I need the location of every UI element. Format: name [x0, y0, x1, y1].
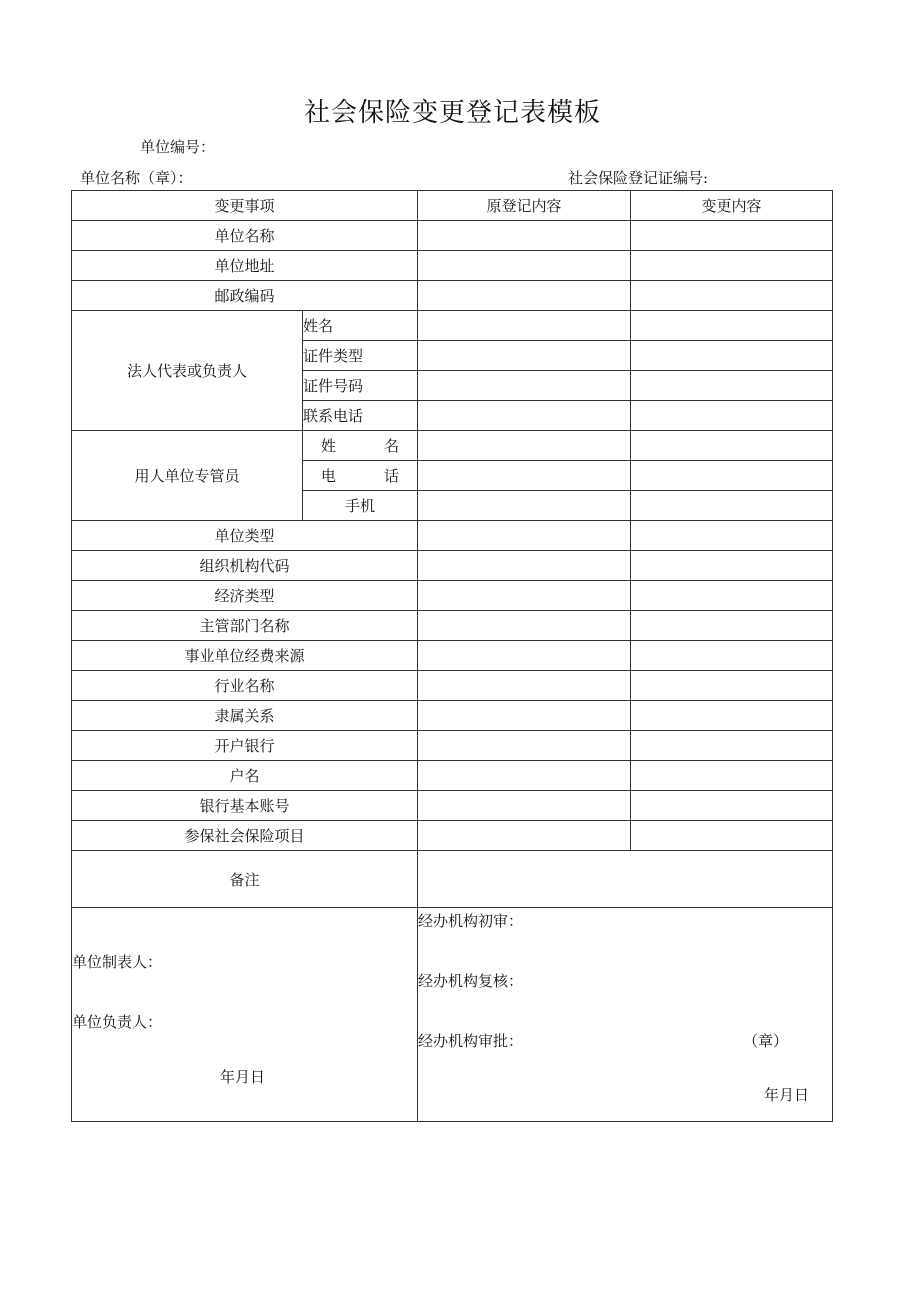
original-econ-type-cell[interactable]: [418, 581, 631, 611]
table-row: [72, 431, 833, 461]
manager-tel-char-1: 电: [321, 467, 337, 485]
changed-legal-id-type-cell[interactable]: [631, 341, 833, 371]
changed-bank-account-cell[interactable]: [631, 791, 833, 821]
changed-legal-phone-cell[interactable]: [631, 401, 833, 431]
table-row: [72, 581, 833, 611]
unit-signature-block: [72, 908, 418, 1122]
table-row: [72, 701, 833, 731]
changed-account-name-cell[interactable]: [631, 761, 833, 791]
original-manager-name-cell[interactable]: [418, 431, 631, 461]
changed-insurance-items-cell[interactable]: [631, 821, 833, 851]
table-row: [72, 671, 833, 701]
table-row: [72, 221, 833, 251]
changed-bank-cell[interactable]: [631, 731, 833, 761]
remarks-cell[interactable]: [418, 851, 833, 908]
right-date-label: 年月日: [764, 1086, 810, 1104]
original-unit-address-cell[interactable]: [418, 251, 631, 281]
original-bank-account-cell[interactable]: [418, 791, 631, 821]
original-affiliation-cell[interactable]: [418, 701, 631, 731]
changed-legal-name-cell[interactable]: [631, 311, 833, 341]
row-label-manager-name: [303, 431, 418, 461]
approval-label: 经办机构审批：: [418, 1032, 524, 1050]
col-header-changed: 变更内容: [631, 191, 833, 221]
changed-manager-name-cell[interactable]: [631, 431, 833, 461]
table-row: [72, 551, 833, 581]
changed-unit-address-cell[interactable]: [631, 251, 833, 281]
original-manager-tel-cell[interactable]: [418, 461, 631, 491]
original-manager-mobile-cell[interactable]: [418, 491, 631, 521]
table-row: [72, 521, 833, 551]
row-label-account-name: 户名: [72, 761, 418, 791]
row-label-legal-phone: 联系电话: [303, 401, 418, 431]
row-label-manager-tel: [303, 461, 418, 491]
changed-fund-source-cell[interactable]: [631, 641, 833, 671]
table-row: [72, 641, 833, 671]
table-row: [72, 611, 833, 641]
changed-affiliation-cell[interactable]: [631, 701, 833, 731]
original-unit-type-cell[interactable]: [418, 521, 631, 551]
original-account-name-cell[interactable]: [418, 761, 631, 791]
original-unit-name-cell[interactable]: [418, 221, 631, 251]
changed-unit-type-cell[interactable]: [631, 521, 833, 551]
table-row: [72, 851, 833, 908]
col-header-item: 变更事项: [72, 191, 418, 221]
row-label-fund-source: 事业单位经费来源: [72, 641, 418, 671]
row-label-bank: 开户银行: [72, 731, 418, 761]
changed-dept-name-cell[interactable]: [631, 611, 833, 641]
row-label-unit-name: 单位名称: [72, 221, 418, 251]
changed-industry-cell[interactable]: [631, 671, 833, 701]
original-postal-code-cell[interactable]: [418, 281, 631, 311]
changed-econ-type-cell[interactable]: [631, 581, 833, 611]
row-label-legal-rep: 法人代表或负责人: [72, 311, 303, 431]
changed-manager-mobile-cell[interactable]: [631, 491, 833, 521]
table-row: [72, 791, 833, 821]
original-insurance-items-cell[interactable]: [418, 821, 631, 851]
row-label-industry: 行业名称: [72, 671, 418, 701]
agency-signature-block: [418, 908, 833, 1122]
initial-review-label: 经办机构初审：: [418, 912, 524, 930]
original-legal-id-type-cell[interactable]: [418, 341, 631, 371]
original-org-code-cell[interactable]: [418, 551, 631, 581]
change-registration-table: [71, 190, 833, 1122]
row-label-unit-address: 单位地址: [72, 251, 418, 281]
unit-number-label: 单位编号：: [140, 138, 216, 156]
registration-cert-label: 社会保险登记证编号:: [568, 169, 709, 187]
row-label-manager: 用人单位专管员: [72, 431, 303, 521]
left-date-label: 年月日: [220, 1068, 266, 1086]
row-label-legal-id-type: 证件类型: [303, 341, 418, 371]
row-label-legal-name: 姓名: [303, 311, 418, 341]
unit-name-label: 单位名称（章）：: [80, 169, 193, 187]
row-label-bank-account: 银行基本账号: [72, 791, 418, 821]
table-row: [72, 281, 833, 311]
original-legal-name-cell[interactable]: [418, 311, 631, 341]
responsible-label: 单位负责人：: [72, 1013, 163, 1031]
manager-tel-char-2: 话: [384, 467, 400, 485]
row-label-insurance-items: 参保社会保险项目: [72, 821, 418, 851]
row-label-manager-mobile: 手机: [303, 491, 418, 521]
original-fund-source-cell[interactable]: [418, 641, 631, 671]
row-label-org-code: 组织机构代码: [72, 551, 418, 581]
seal-label: （章）: [743, 1032, 789, 1050]
changed-org-code-cell[interactable]: [631, 551, 833, 581]
row-label-dept-name: 主管部门名称: [72, 611, 418, 641]
page-title: 社会保险变更登记表模板: [303, 98, 601, 128]
changed-manager-tel-cell[interactable]: [631, 461, 833, 491]
signature-row: [72, 908, 833, 1122]
row-label-remarks: 备注: [72, 851, 418, 908]
row-label-legal-id-no: 证件号码: [303, 371, 418, 401]
table-row: [72, 731, 833, 761]
original-industry-cell[interactable]: [418, 671, 631, 701]
changed-unit-name-cell[interactable]: [631, 221, 833, 251]
original-legal-id-no-cell[interactable]: [418, 371, 631, 401]
table-row: [72, 311, 833, 341]
original-dept-name-cell[interactable]: [418, 611, 631, 641]
second-review-label: 经办机构复核：: [418, 972, 524, 990]
row-label-econ-type: 经济类型: [72, 581, 418, 611]
changed-postal-code-cell[interactable]: [631, 281, 833, 311]
table-row: [72, 821, 833, 851]
col-header-original: 原登记内容: [418, 191, 631, 221]
table-row: [72, 251, 833, 281]
row-label-unit-type: 单位类型: [72, 521, 418, 551]
row-label-affiliation: 隶属关系: [72, 701, 418, 731]
row-label-postal-code: 邮政编码: [72, 281, 418, 311]
original-bank-cell[interactable]: [418, 731, 631, 761]
table-header-row: [72, 191, 833, 221]
changed-legal-id-no-cell[interactable]: [631, 371, 833, 401]
original-legal-phone-cell[interactable]: [418, 401, 631, 431]
preparer-label: 单位制表人：: [72, 953, 163, 971]
manager-name-char-1: 姓: [321, 437, 337, 455]
table-row: [72, 761, 833, 791]
manager-name-char-2: 名: [384, 437, 400, 455]
